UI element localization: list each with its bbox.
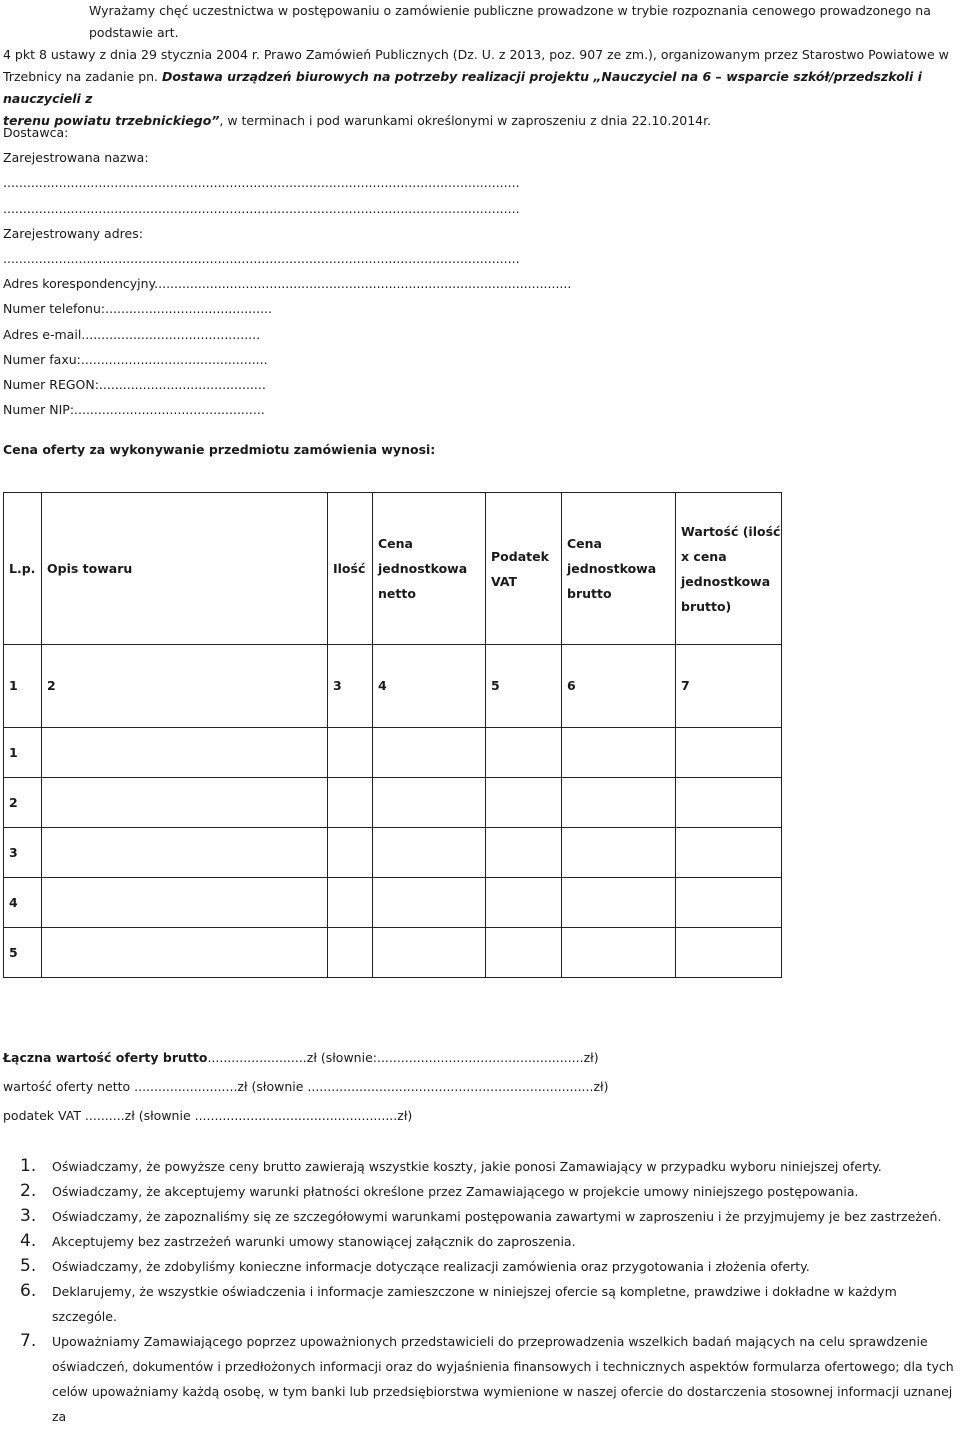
supplier-heading: Dostawca:: [3, 125, 69, 140]
totals-section: [3, 1046, 608, 1133]
header-vat-l2: VAT: [491, 573, 518, 589]
col-number: 6: [562, 645, 676, 728]
total-gross-field[interactable]: .........................zł (słownie:....................................................zł): [207, 1050, 599, 1065]
col-number: 1: [4, 645, 42, 728]
item-number: 2.: [20, 1181, 37, 1201]
intro-line-4-text: , w terminach i pod warunkami określonymi w zaproszeniu z dnia 22.10.2014r.: [219, 113, 712, 128]
col-number: 5: [486, 645, 562, 728]
nip-field[interactable]: Numer NIP:................................................: [3, 402, 265, 418]
item-text: Oświadczamy, że zdobyliśmy konieczne informacje dotyczące realizacji zamówienia oraz przygotowania i złożenia oferty.: [52, 1259, 810, 1274]
quantity-cell[interactable]: [328, 878, 373, 928]
row-number: 2: [4, 778, 42, 828]
correspondence-address-field[interactable]: Adres korespondencyjny.........................................................................................................: [3, 276, 572, 292]
gross-price-cell[interactable]: [562, 928, 676, 978]
item-text: Upoważniamy Zamawiającego poprzez upoważnionych przedstawicieli do przeprowadzenia wszelkich badań mających na celu sprawdzenie oświadczeń, dokumentów i przedłożonych informacji oraz do wyjaśnienia finansowych i technicznych aspektów formularza ofertowego; dla tych celów upoważniamy każdą osobę, w tym banki lub przedsiębiorstwa wymienione w naszej ofercie do dostarczenia stosownej informacji uznanej za: [52, 1334, 954, 1424]
value-cell[interactable]: [676, 928, 782, 978]
vat-total-line[interactable]: podatek VAT ..........zł (słownie ...................................................zł): [3, 1108, 413, 1123]
description-cell[interactable]: [42, 778, 328, 828]
vat-cell[interactable]: [486, 878, 562, 928]
net-price-cell[interactable]: [373, 828, 486, 878]
list-item: [20, 1229, 955, 1254]
item-text: Oświadczamy, że zapoznaliśmy się ze szczegółowymi warunkami postępowania zawartymi w zaproszeniu i że przyjmujemy je bez zastrzeżeń.: [52, 1209, 942, 1224]
total-net-line[interactable]: wartość oferty netto ..........................zł (słownie ........................................................................zł): [3, 1079, 609, 1094]
item-number: 3.: [20, 1206, 37, 1226]
registered-address-field[interactable]: ..................................................................................................................................: [3, 250, 520, 266]
header-total-value-l1: Wartość (ilość: [681, 523, 781, 539]
phone-field[interactable]: Numer telefonu:..........................................: [3, 301, 272, 317]
vat-cell[interactable]: [486, 928, 562, 978]
description-cell[interactable]: [42, 728, 328, 778]
gross-price-cell[interactable]: [562, 778, 676, 828]
intro-line-3-text: Trzebnicy na zadanie pn.: [3, 69, 162, 84]
description-cell[interactable]: [42, 928, 328, 978]
description-cell[interactable]: [42, 828, 328, 878]
header-unit-gross-price-l1: Cena: [567, 536, 602, 551]
net-price-cell[interactable]: [373, 928, 486, 978]
header-unit-net-price-l1: Cena: [378, 536, 413, 551]
net-price-cell[interactable]: [373, 728, 486, 778]
item-number: 7.: [20, 1331, 37, 1351]
regon-field[interactable]: Numer REGON:..........................................: [3, 376, 266, 392]
project-title-end: terenu powiatu trzebnickiego”: [3, 113, 220, 128]
item-text: Akceptujemy bez zastrzeżeń warunki umowy stanowiącej załącznik do zaproszenia.: [52, 1234, 576, 1249]
col-number: 3: [328, 645, 373, 728]
value-cell[interactable]: [676, 878, 782, 928]
intro-paragraph: [3, 0, 958, 132]
quantity-cell[interactable]: [328, 828, 373, 878]
item-text: Deklarujemy, że wszystkie oświadczenia i informacje zamieszczone w niniejszej ofercie są kompletne, prawdziwe i dokładne w każdym szczególe.: [52, 1284, 897, 1324]
header-lp: L.p.: [4, 493, 42, 645]
total-gross-label: Łączna wartość oferty brutto: [3, 1050, 208, 1065]
price-table: [3, 492, 782, 978]
row-number: 4: [4, 878, 42, 928]
intro-line-1: Wyrażamy chęć uczestnictwa w postępowaniu o zamówienie publiczne prowadzone w trybie rozpoznania cenowego prowadzonego na podstawie art.: [89, 3, 931, 40]
row-number: 1: [4, 728, 42, 778]
header-unit-gross-price-l2: jednostkowa: [567, 561, 657, 576]
item-text: Oświadczamy, że akceptujemy warunki płatności określone przez Zamawiającego w projekcie umowy niniejszego postępowania.: [52, 1184, 859, 1199]
net-price-cell[interactable]: [373, 878, 486, 928]
net-price-cell[interactable]: [373, 778, 486, 828]
registered-address-label: Zarejestrowany adres:: [3, 225, 143, 241]
header-unit-net-price: [373, 493, 486, 645]
value-cell[interactable]: [676, 728, 782, 778]
price-heading: Cena oferty za wykonywanie przedmiotu zamówienia wynosi:: [3, 442, 436, 457]
value-cell[interactable]: [676, 828, 782, 878]
value-cell[interactable]: [676, 778, 782, 828]
col-number: 7: [676, 645, 782, 728]
row-number: 3: [4, 828, 42, 878]
header-description: Opis towaru: [42, 493, 328, 645]
table-row: [4, 928, 782, 978]
column-number-row: [4, 645, 782, 728]
header-unit-gross-price: [562, 493, 676, 645]
quantity-cell[interactable]: [328, 928, 373, 978]
registered-name-field-2[interactable]: ..................................................................................................................................: [3, 200, 520, 216]
list-item: [20, 1279, 955, 1329]
table-header-row: [4, 493, 782, 645]
quantity-cell[interactable]: [328, 778, 373, 828]
item-number: 4.: [20, 1231, 37, 1251]
item-number: 5.: [20, 1256, 37, 1276]
declarations-list: [20, 1154, 955, 1429]
header-quantity: Ilość: [328, 493, 373, 645]
col-number: 2: [42, 645, 328, 728]
list-item: [20, 1204, 955, 1229]
item-text: Oświadczamy, że powyższe ceny brutto zawierają wszystkie koszty, jakie ponosi Zamawiający w przypadku wyboru niniejszej oferty.: [52, 1159, 882, 1174]
header-total-value-l3: jednostkowa: [681, 573, 771, 589]
header-total-value: [676, 493, 782, 645]
intro-line-2: 4 pkt 8 ustawy z dnia 29 stycznia 2004 r. Prawo Zamówień Publicznych (Dz. U. z 2013, poz. 907 ze zm.), organizowanym przez Starostwo Powiatowe w: [3, 47, 949, 62]
vat-cell[interactable]: [486, 728, 562, 778]
description-cell[interactable]: [42, 878, 328, 928]
item-number: 1.: [20, 1156, 37, 1176]
item-number: 6.: [20, 1281, 37, 1301]
header-total-value-l4: brutto): [681, 598, 732, 614]
registered-name-label: Zarejestrowana nazwa:: [3, 150, 149, 166]
table-row: [4, 728, 782, 778]
header-unit-net-price-l2: jednostkowa: [378, 561, 468, 576]
header-vat-l1: Podatek: [491, 548, 549, 564]
table-row: [4, 828, 782, 878]
col-number: 4: [373, 645, 486, 728]
table-row: [4, 778, 782, 828]
list-item: [20, 1179, 955, 1204]
vat-cell[interactable]: [486, 778, 562, 828]
project-title: Dostawa urządzeń biurowych na potrzeby realizacji projektu „Nauczyciel na 6 – wsparcie szkół/przedszkoli i nauczycieli z: [3, 69, 922, 106]
supplier-section: [3, 120, 623, 422]
gross-price-cell[interactable]: [562, 878, 676, 928]
list-item: [20, 1154, 955, 1179]
list-item: [20, 1254, 955, 1279]
email-field[interactable]: Adres e-mail.............................................: [3, 326, 261, 342]
gross-price-cell[interactable]: [562, 728, 676, 778]
table-row: [4, 878, 782, 928]
header-unit-gross-price-l3: brutto: [567, 586, 612, 601]
row-number: 5: [4, 928, 42, 978]
list-item: [20, 1329, 955, 1429]
header-unit-net-price-l3: netto: [378, 586, 416, 601]
total-gross-line: [3, 1046, 608, 1075]
registered-name-field-1[interactable]: ..................................................................................................................................: [3, 175, 520, 191]
intro-line-3: [3, 66, 958, 110]
fax-field[interactable]: Numer faxu:...............................................: [3, 351, 268, 367]
gross-price-cell[interactable]: [562, 828, 676, 878]
header-vat: [486, 493, 562, 645]
header-total-value-l2: x cena: [681, 548, 727, 564]
quantity-cell[interactable]: [328, 728, 373, 778]
vat-cell[interactable]: [486, 828, 562, 878]
